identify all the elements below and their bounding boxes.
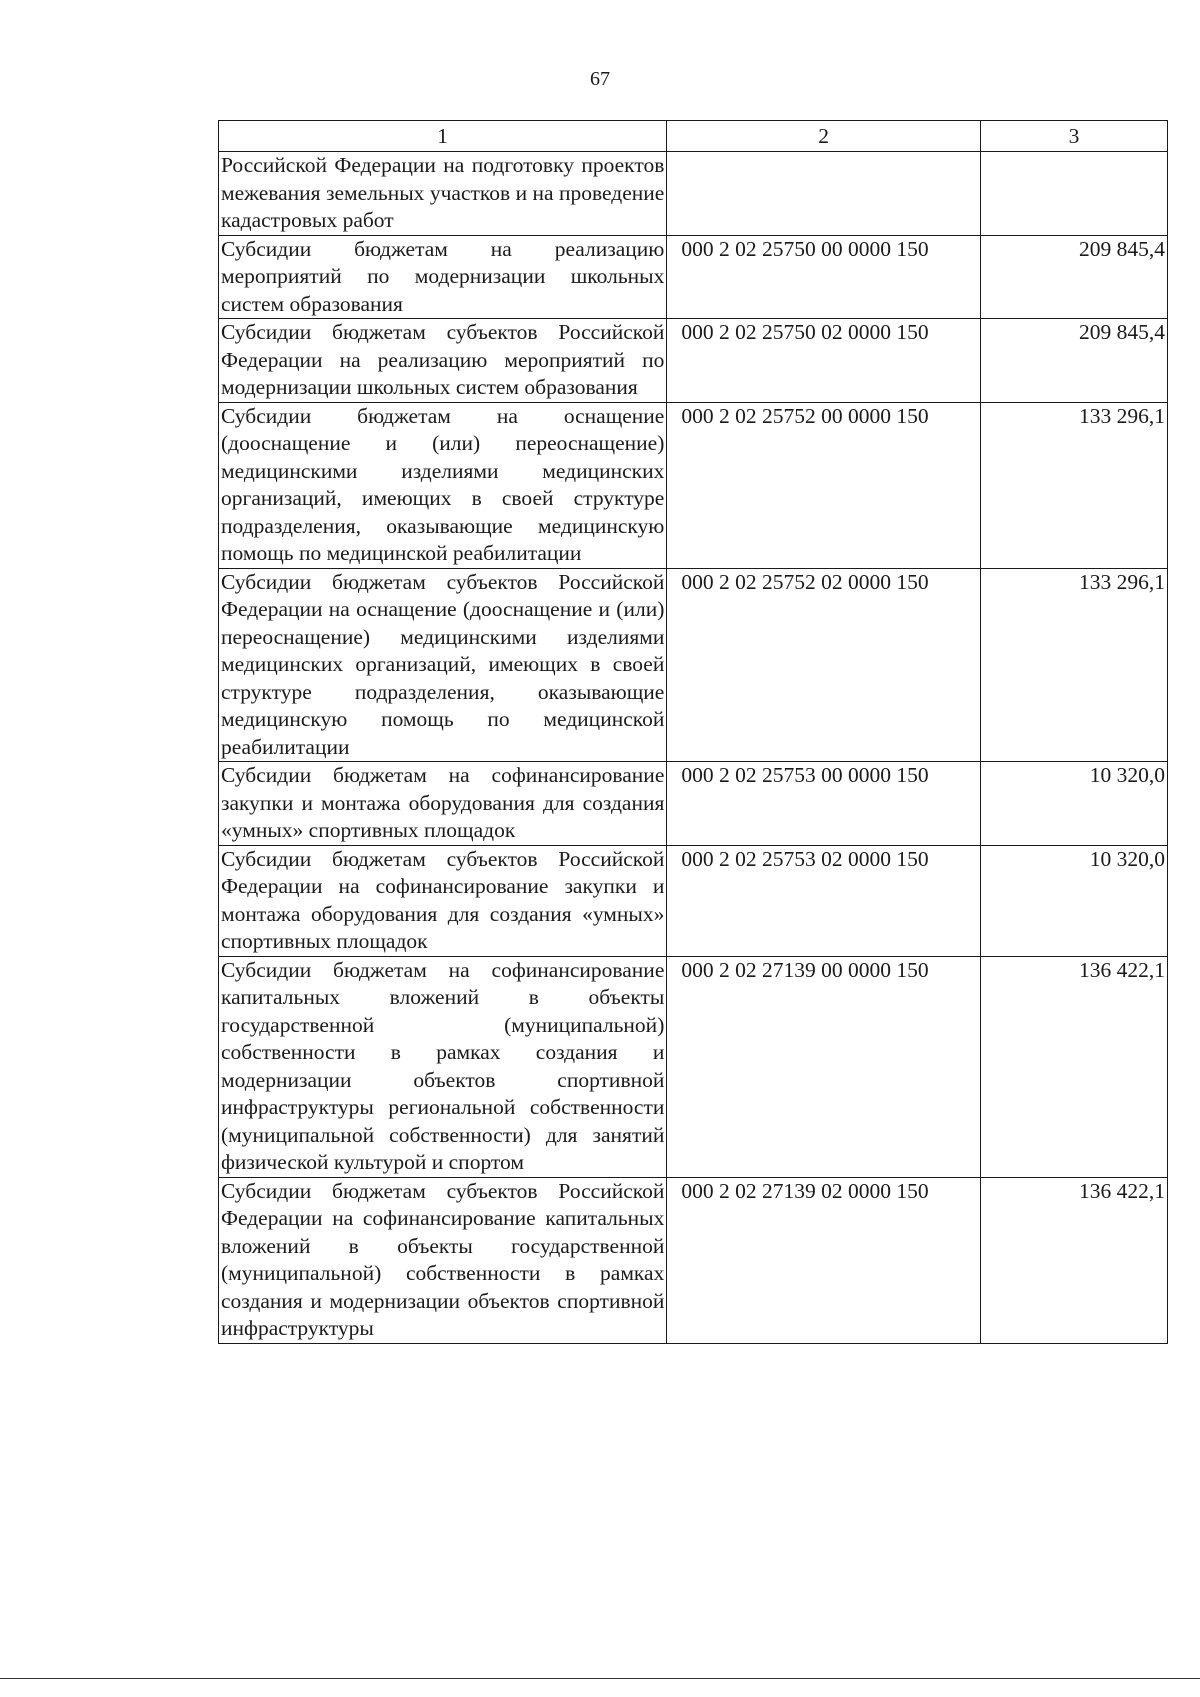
row-amount: 10 320,0 bbox=[981, 762, 1168, 846]
row-amount: 133 296,1 bbox=[981, 568, 1168, 762]
row-description: Субсидии бюджетам субъектов Российской Федерации на реализацию мероприятий по модернизации школьных систем образования bbox=[219, 319, 667, 403]
row-budget-code: 000 2 02 25752 00 0000 150 bbox=[667, 402, 981, 568]
table-row bbox=[219, 1177, 1168, 1343]
row-description: Субсидии бюджетам субъектов Российской Федерации на софинансирование капитальных вложений в объекты государственной (муниципальной) собственности в рамках создания и модернизации объектов спортивной инфраструктуры bbox=[219, 1177, 667, 1343]
row-amount: 136 422,1 bbox=[981, 956, 1168, 1177]
row-budget-code: 000 2 02 25752 02 0000 150 bbox=[667, 568, 981, 762]
row-description: Субсидии бюджетам на софинансирование закупки и монтажа оборудования для создания «умных» спортивных площадок bbox=[219, 762, 667, 846]
row-description: Российской Федерации на подготовку проектов межевания земельных участков и на проведение кадастровых работ bbox=[219, 152, 667, 236]
row-description: Субсидии бюджетам на реализацию мероприятий по модернизации школьных систем образования bbox=[219, 235, 667, 319]
table-row bbox=[219, 845, 1168, 956]
table-row bbox=[219, 235, 1168, 319]
page-number: 67 bbox=[590, 68, 610, 90]
row-description: Субсидии бюджетам на оснащение (дооснащение и (или) переоснащение) медицинскими изделиями медицинских организаций, имеющих в своей структуре подразделения, оказывающие медицинскую помощь по медицинской реабилитации bbox=[219, 402, 667, 568]
column-header-1: 1 bbox=[219, 121, 667, 152]
row-budget-code bbox=[667, 152, 981, 236]
bottom-divider-line bbox=[0, 1678, 1200, 1679]
budget-revenue-table bbox=[218, 120, 1168, 1344]
table-header-row bbox=[219, 121, 1168, 152]
table-row bbox=[219, 762, 1168, 846]
row-budget-code: 000 2 02 27139 02 0000 150 bbox=[667, 1177, 981, 1343]
table-row bbox=[219, 568, 1168, 762]
column-header-2: 2 bbox=[667, 121, 981, 152]
row-budget-code: 000 2 02 27139 00 0000 150 bbox=[667, 956, 981, 1177]
row-budget-code: 000 2 02 25753 00 0000 150 bbox=[667, 762, 981, 846]
row-amount: 209 845,4 bbox=[981, 235, 1168, 319]
table-row bbox=[219, 319, 1168, 403]
row-amount: 209 845,4 bbox=[981, 319, 1168, 403]
row-amount: 133 296,1 bbox=[981, 402, 1168, 568]
table-row bbox=[219, 956, 1168, 1177]
row-budget-code: 000 2 02 25750 00 0000 150 bbox=[667, 235, 981, 319]
row-amount: 10 320,0 bbox=[981, 845, 1168, 956]
column-header-3: 3 bbox=[981, 121, 1168, 152]
row-amount bbox=[981, 152, 1168, 236]
row-description: Субсидии бюджетам субъектов Российской Федерации на оснащение (дооснащение и (или) переоснащение) медицинскими изделиями медицинских организаций, имеющих в своей структуре подразделения, оказывающие медицинскую помощь по медицинской реабилитации bbox=[219, 568, 667, 762]
row-description: Субсидии бюджетам на софинансирование капитальных вложений в объекты государственной (муниципальной) собственности в рамках создания и модернизации объектов спортивной инфраструктуры региональной собственности (муниципальной собственности) для занятий физической культурой и спортом bbox=[219, 956, 667, 1177]
row-budget-code: 000 2 02 25750 02 0000 150 bbox=[667, 319, 981, 403]
table-row bbox=[219, 402, 1168, 568]
row-amount: 136 422,1 bbox=[981, 1177, 1168, 1343]
row-description: Субсидии бюджетам субъектов Российской Федерации на софинансирование закупки и монтажа оборудования для создания «умных» спортивных площадок bbox=[219, 845, 667, 956]
table-row bbox=[219, 152, 1168, 236]
row-budget-code: 000 2 02 25753 02 0000 150 bbox=[667, 845, 981, 956]
